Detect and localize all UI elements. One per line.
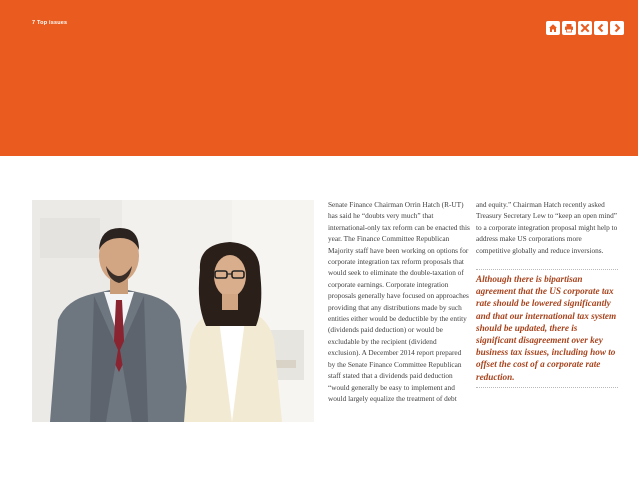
- next-page-button[interactable]: [610, 21, 624, 35]
- chevron-left-icon: [596, 23, 606, 33]
- article-paragraph: Senate Finance Chairman Orrin Hatch (R-UT) has said he “doubts very much” that international-only tax reform can be enacted this year. The Finance Committee Republican Majority staff have been working on options for corporate integration tax reform proposals that would seek to eliminate the double-taxation of corporate earnings. Corporate integration proposals generally have focused on approaches providing that any distributions made by such entities either would be deductible by the entity (dividends paid deduction) or would be excludable by the recipient (dividend exclusion). A December 2014 report prepared by the Senate Finance Committee Republican staff stated that a dividends paid deduction “would generally be easy to implement and would largely equalize the treatment of debt: [328, 200, 470, 403]
- pull-quote: Although there is bipartisan agreement that the US corporate tax rate should be lowered significantly and that our international tax system should be updated, there is significant disagreement over key business tax issues, including how to offset the cost of a corporate rate reduction.: [476, 269, 618, 388]
- prev-page-button[interactable]: [594, 21, 608, 35]
- header-banner: [0, 0, 638, 156]
- article-column-2: [476, 199, 618, 256]
- article-column-1: [328, 199, 470, 404]
- print-button[interactable]: [562, 21, 576, 35]
- close-icon: [580, 23, 590, 33]
- page-reference: 7 Top issues: [32, 20, 68, 26]
- home-icon: [548, 23, 558, 33]
- business-people-photo: [32, 200, 314, 422]
- nav-toolbar: [546, 21, 624, 35]
- print-icon: [564, 23, 574, 33]
- close-button[interactable]: [578, 21, 592, 35]
- home-button[interactable]: [546, 21, 560, 35]
- article-paragraph: and equity.” Chairman Hatch recently asked Treasury Secretary Lew to “keep an open mind” to a corporate integration proposal might help to address make US corporations more competitive globally and reduce inversions.: [476, 200, 618, 255]
- photo-illustration: [32, 200, 314, 422]
- chevron-right-icon: [612, 23, 622, 33]
